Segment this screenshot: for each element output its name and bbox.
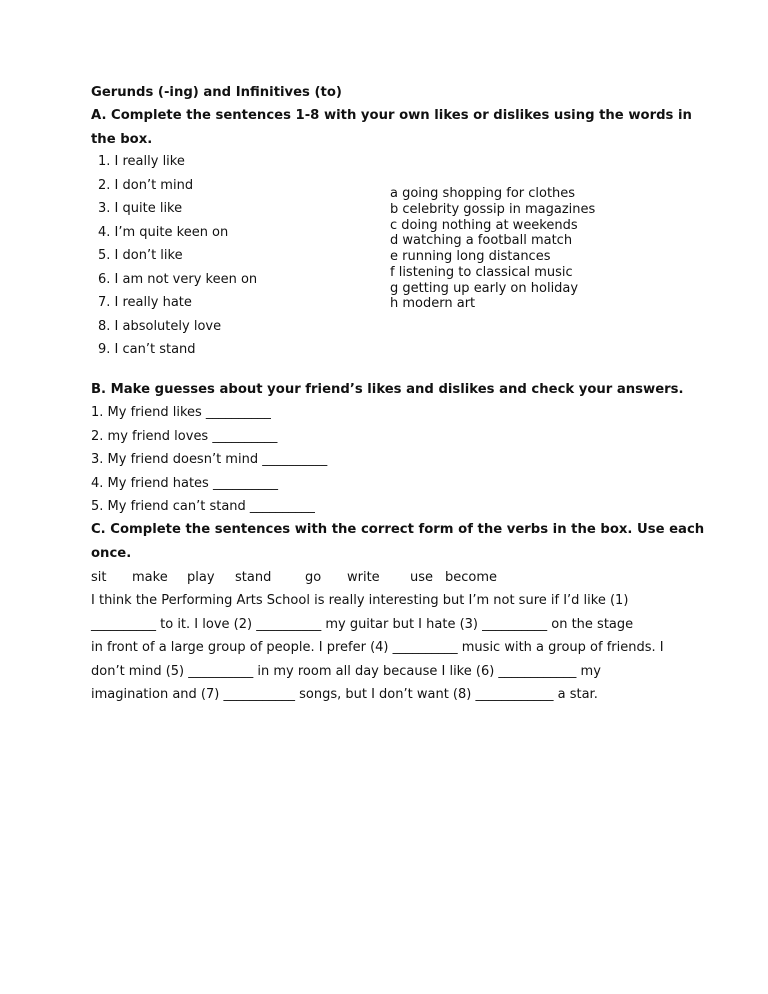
section-a-item: 1. I really like [98, 154, 185, 169]
verb-item: go [305, 570, 322, 585]
word-box-item: a going shopping for clothes [390, 186, 576, 201]
section-a-item: 6. I am not very keen on [98, 271, 258, 287]
paragraph-line: imagination and (7) ___________ songs, but I don’t want (8) ____________ a star. [91, 687, 598, 702]
paragraph-line: in front of a large group of people. I prefer (4) __________ music with a group of friends. I [91, 640, 664, 655]
section-a-sentence-list [98, 154, 257, 366]
section-c-heading-line1: C. Complete the sentences with the correct form of the verbs in the box. Use each [91, 522, 705, 537]
verb-item: write [347, 570, 380, 585]
section-a-item: 4. I’m quite keen on [98, 224, 229, 240]
word-box-item: g getting up early on holiday [390, 280, 579, 296]
section-a-heading-line1: A. Complete the sentences 1-8 with your own likes or dislikes using the words in [91, 108, 692, 123]
word-box-item: h modern art [390, 296, 476, 312]
word-box-item: b celebrity gossip in magazines [390, 201, 596, 217]
worksheet-title: Gerunds (-ing) and Infinitives (to) [91, 85, 342, 100]
verb-item: sit [91, 570, 107, 585]
verb-item: play [187, 570, 215, 585]
paragraph-line: I think the Performing Arts School is really interesting but I’m not sure if I’d like (1) [91, 593, 629, 608]
section-a-item: 3. I quite like [98, 201, 183, 216]
section-c-paragraph [91, 593, 691, 711]
section-a-word-box [390, 186, 595, 312]
section-c-heading-line2: once. [91, 546, 132, 561]
verb-item: become [445, 570, 498, 585]
section-b-item: 4. My friend hates __________ [91, 475, 278, 491]
section-c-verb-box [0, 570, 768, 586]
section-b-item: 2. my friend loves __________ [91, 428, 278, 444]
section-a-item: 8. I absolutely love [98, 318, 222, 334]
word-box-item: f listening to classical music [390, 264, 573, 280]
section-a-heading-line2: the box. [91, 132, 153, 147]
paragraph-line: __________ to it. I love (2) __________ my guitar but I hate (3) __________ on the stage [91, 616, 634, 632]
section-b-guess-list [91, 405, 327, 523]
section-b-item: 3. My friend doesn’t mind __________ [91, 452, 328, 467]
paragraph-line: don’t mind (5) __________ in my room all day because I like (6) ____________ my [91, 663, 601, 679]
verb-item: use [410, 570, 434, 585]
word-box-item: c doing nothing at weekends [390, 217, 578, 233]
section-b-heading: B. Make guesses about your friend’s likes and dislikes and check your answers. [91, 382, 684, 397]
section-a-item: 7. I really hate [98, 295, 192, 310]
section-a-item: 2. I don’t mind [98, 177, 194, 193]
section-b-item: 5. My friend can’t stand __________ [91, 499, 315, 514]
verb-item: stand [235, 570, 272, 585]
section-a-item: 5. I don’t like [98, 248, 183, 263]
section-b-item: 1. My friend likes __________ [91, 405, 271, 420]
word-box-item: d watching a football match [390, 233, 573, 249]
word-box-item: e running long distances [390, 249, 551, 264]
verb-item: make [132, 570, 168, 585]
section-a-item: 9. I can’t stand [98, 342, 196, 357]
